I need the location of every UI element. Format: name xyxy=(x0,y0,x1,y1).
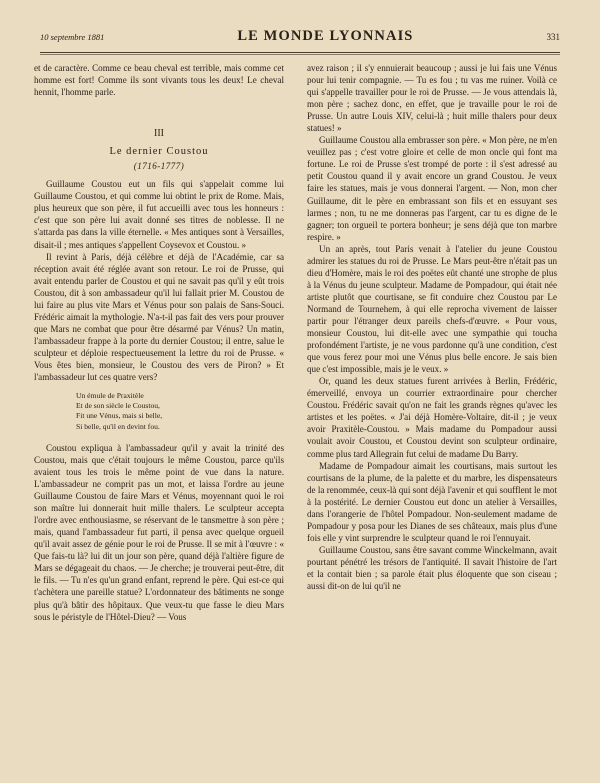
section-title: Le dernier Coustou xyxy=(109,146,209,158)
verse-quote xyxy=(76,391,284,432)
header-date: 10 septembre 1881 xyxy=(40,32,105,42)
paragraph: Coustou expliqua à l'ambassadeur qu'il y avait la trinité des Coustou, mais que c'était toujours le même Coustou, parce qu'ils avaient tous les trois le même point de vue dans la nature. L'ambassadeur ne comprit pas un mot, et laissa l'ordre au jeune Guillaume Coustou de faire Mars et Vénus, moyennant quoi le roi son maître lui donnerait huit mille thalers. Le sculpteur accepta l'ordre avec enthousiasme, se réservant de le tansmettre à son père ; mais, quand l'ambassadeur fut parti, il pensa avec quelque orgueil qu'il avait assez de génie pour le roi de Prusse. Il se mit à l'œuvre : « Que fais-tu là? lui dit un jour son père, quand déjà l'altière figure de Mars se dégageait du chaos. — Je cherche; je trouverai peut-être, dit le fils. — Tu n'es qu'un grand enfant, reprend le père. Qui est-ce qui t'achètera une pareille statue? L'ordonnateur des bâtiments ne songe plus qu'à bâtir des hôpitaux. Que veux-tu que fasse le dieu Mars sous le péristyle de l'Hôtel-Dieu? — Vous xyxy=(34,442,284,622)
paragraph: Guillaume Coustou eut un fils qui s'appelait comme lui Guillaume Coustou, et qui comme lui obtint le prix de Rome. Mais, plus heureux que son père, il fut accueilli avec tous les honneurs : c'est que son père lui avait donné ses titres de noblesse. Il ne s'attarda pas dans la ville éternelle. « Mes antiques sont à Versailles, disait-il ; mes antiques s'appellent Coysevox et Coustou. » xyxy=(34,179,284,250)
left-column xyxy=(34,62,284,623)
masthead-title: LE MONDE LYONNAIS xyxy=(237,28,414,44)
section-dates: (1716-1777) xyxy=(133,161,185,172)
paragraph: Un an après, tout Paris venait à l'atelier du jeune Coustou admirer les statues du roi de Prusse. Le Mars peut-être n'était pas un dieu d'Homère, mais le roi des poëtes eût chanté une strophe de plus à la Vénus du jeune sculpteur. Madame de Pompadour, qui était née artiste plutôt que courtisane, se fit conduire chez Coustou par Le Normand de Tournehem, à qui elle reprocha vivement de laisser partir pour l'étranger deux pareils chefs-d'œuvre. « Pour vous, monsieur Coustou, lui dit-elle avec une sympathie qui toucha profondément l'artiste, je ne vous pardonne qu'à une condition, c'est que vous ferez pour moi une Vénus plus belle encore. Je sais bien que c'est impossible, mais je le veux. » xyxy=(307,243,557,375)
verse-line: Un émule de Praxitèle xyxy=(76,391,144,401)
paragraph: Il revint à Paris, déjà célèbre et déjà de l'Académie, car sa réception avait été réglée avant son retour. Le roi de Prusse, qui avait entendu parler de Coustou et qui ne savait pas qu'il y eût trois Coustou, dit à son ambassadeur qu'il lui fallait prier M. Coustou de lui faire au plus vite Mars et Vénus pour son palais de Sans-Souci. Frédéric aimait la mythologie. N'a-t-il pas fait des vers pour prouver que Mars ne combat que pour être désarmé par Vénus? Un matin, l'ambassadeur frappe à la porte du dernier Coustou; il entre, salue le sculpteur et déploie respectueusement la lettre du roi de Prusse. « Vous êtes bien, monsieur, le Coustou des vers de Piron? » Et l'ambassadeur lut ces quatre vers? xyxy=(34,251,284,383)
paragraph: Or, quand les deux statues furent arrivées à Berlin, Frédéric, émerveillé, envoya un courrier extraordinaire pour chercher Coustou. Frédéric savait qu'on ne fait les grands règnes qu'avec les artistes et les poëtes. « J'ai déjà Homère-Voltaire, dit-il ; je veux avoir Praxitèle-Coustou. » Mais madame du Pompadour aussi voulait avoir Coustou, et Coustou devint son sculpteur ordinaire, comme plus tard Allegrain fut celui de madame Du Barry. xyxy=(307,376,557,459)
verse-line: Fit une Vénus, mais si belle, xyxy=(76,411,163,421)
header-rule-secondary xyxy=(40,54,560,55)
paragraph: Madame de Pompadour aimait les courtisans, mais surtout les courtisans de la plume, de la palette et du marbre, les dispensateurs de la renommée, ceux-là qui sont déjà l'avenir et qui soufflent le mot à la postérité. Le dernier Coustou eut donc un atelier à Versailles, dans l'orangerie de l'hôtel Pompadour. Non-seulement madame de Pompadour y posa pour les Dianes de ses châteaux, mais plus d'une fois elle y vint surprendre le sculpteur quand le roi l'ennuyait. xyxy=(307,460,557,543)
header-rule xyxy=(40,52,560,53)
page-header xyxy=(40,28,560,48)
paragraph: Guillaume Coustou alla embrasser son père. « Mon père, ne m'en veuillez pas ; c'est votre gloire et celle de mon oncle qui font ma fortune. Le roi de Prusse s'est trompé de porte : il s'est adressé au petit Coustou quand il y avait encore un grand Coustou. Je veux faire les statues, mais je vous donnerai l'argent. — Non, mon cher Guillaume, dit le père en embrassant son fils et en essuyant ses larmes ; non, tu ne me donneras pas l'argent, car tu es digne de le gagner; ton orgueil te portera bonheur; je sens déjà que ton marbre respire. » xyxy=(307,135,557,242)
page-number: 331 xyxy=(546,32,560,42)
verse-line: Si belle, qu'il en devint fou. xyxy=(76,421,160,431)
section-number: III xyxy=(154,128,164,140)
paragraph: et de caractère. Comme ce beau cheval est terrible, mais comme cet homme est fort! Comme ils sont vivants tous les deux! Le cheval hennit, l'homme parle. xyxy=(34,63,284,98)
paragraph: avez raison ; il s'y ennuierait beaucoup ; aussi je lui fais une Vénus pour lui tenir compagnie. — Tu es fou ; tu vas me ruiner. Voilà ce qui s'appelle travailler pour le roi de Prusse. — Je vous attendais là, mon père ; sachez donc, en effet, que je travaille pour le roi de Prusse. Un autre Louis XIV, celui-là ; huit mille thalers pour deux statues! » xyxy=(307,63,557,134)
verse-line: Et de son siècle le Coustou, xyxy=(76,401,160,411)
paragraph: Guillaume Coustou, sans être savant comme Winckelmann, avait pourtant pénétré les trésors de l'antiquité. Il savait l'histoire de l'art et la contait bien ; sa parole était plus éloquente que son ciseau ; aussi dit-on de lui qu'il ne xyxy=(307,544,557,592)
right-column xyxy=(307,62,557,592)
